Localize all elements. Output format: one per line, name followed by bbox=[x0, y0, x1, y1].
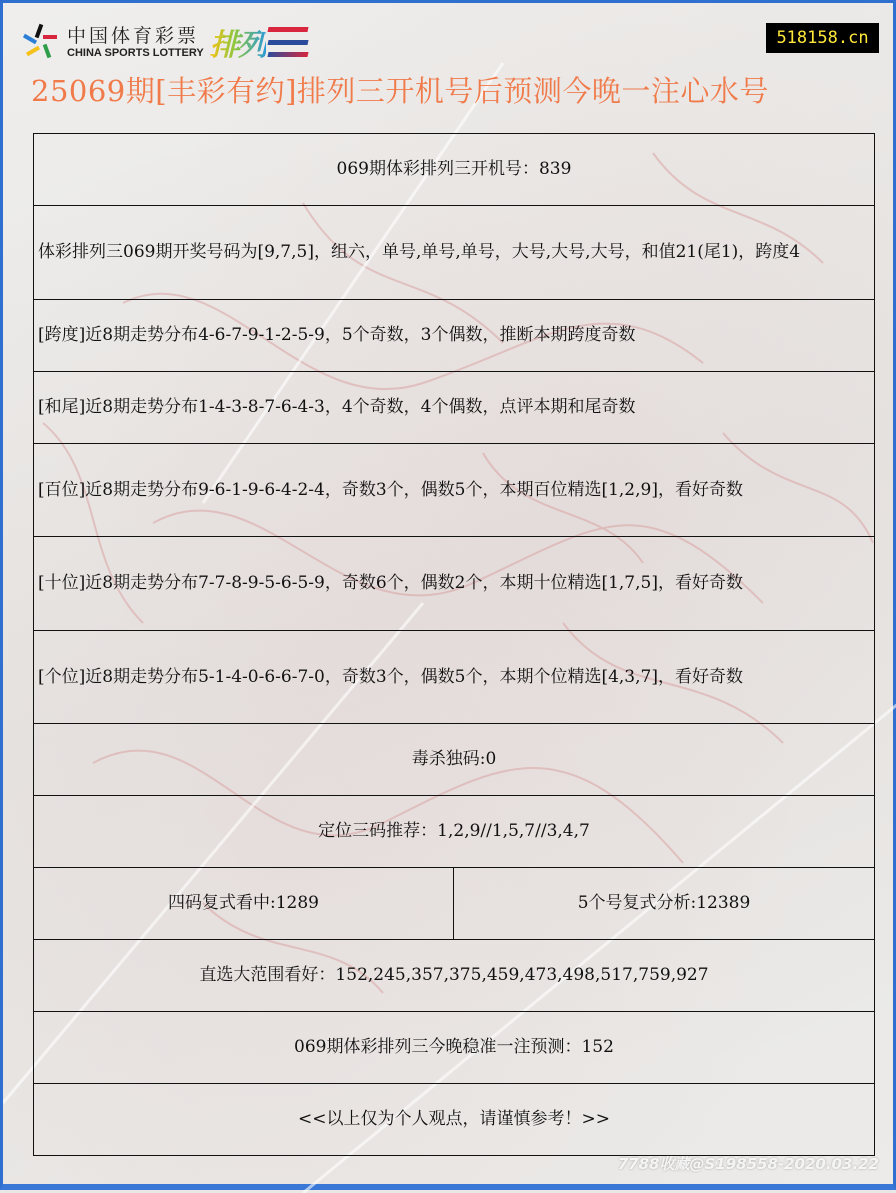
single-prediction-cell: 069期体彩排列三今晚稳准一注预测：152 bbox=[34, 1012, 875, 1084]
units-trend-cell: [个位]近8期走势分布5-1-4-0-6-6-7-0，奇数3个，偶数5个，本期个位精选[4,3,7]，看好奇数 bbox=[34, 631, 875, 724]
table-row bbox=[34, 372, 875, 444]
table-row bbox=[34, 796, 875, 868]
table-row bbox=[34, 134, 875, 206]
table-row bbox=[34, 940, 875, 1012]
page-title: 25069期[丰彩有约]排列三开机号后预测今晚一注心水号 bbox=[31, 74, 769, 108]
table-row bbox=[34, 724, 875, 796]
direct-picks-cell: 直选大范围看好：152,245,357,375,459,473,498,517,759,927 bbox=[34, 940, 875, 1012]
hundreds-trend-cell: [百位]近8期走势分布9-6-1-9-6-4-2-4，奇数3个，偶数5个，本期百位精选[1,2,9]，看好奇数 bbox=[34, 444, 875, 537]
tens-trend-cell: [十位]近8期走势分布7-7-8-9-5-6-5-9，奇数6个，偶数2个，本期十位精选[1,7,5]，看好奇数 bbox=[34, 537, 875, 631]
three-bars-icon bbox=[268, 27, 308, 57]
table-row bbox=[34, 868, 875, 940]
sum-tail-trend-cell: [和尾]近8期走势分布1-4-3-8-7-6-4-3，4个奇数，4个偶数，点评本期和尾奇数 bbox=[34, 372, 875, 444]
site-badge[interactable]: 518158.cn bbox=[766, 23, 879, 53]
logo-chinese-text: 中国体育彩票 bbox=[67, 24, 200, 47]
table-row bbox=[34, 631, 875, 724]
four-code-cell: 四码复式看中:1289 bbox=[34, 868, 454, 940]
table-row bbox=[34, 300, 875, 372]
draw-number-cell: 069期体彩排列三开机号：839 bbox=[34, 134, 875, 206]
logo-game-name: 排列 bbox=[210, 20, 266, 64]
china-sports-lottery-star-icon bbox=[21, 22, 61, 62]
table-row bbox=[34, 206, 875, 300]
table-row bbox=[34, 1084, 875, 1156]
china-sports-lottery-logo bbox=[21, 21, 308, 63]
kill-number-cell: 毒杀独码:0 bbox=[34, 724, 875, 796]
table-row bbox=[34, 537, 875, 631]
positional-picks-cell: 定位三码推荐：1,2,9//1,5,7//3,4,7 bbox=[34, 796, 875, 868]
draw-result-cell: 体彩排列三069期开奖号码为[9,7,5]，组六，单号,单号,单号，大号,大号,大号，和值21(尾1)，跨度4 bbox=[34, 206, 875, 300]
five-code-cell: 5个号复式分析:12389 bbox=[454, 868, 875, 940]
table-row bbox=[34, 444, 875, 537]
logo-english-text: CHINA SPORTS LOTTERY bbox=[67, 46, 204, 59]
span-trend-cell: [跨度]近8期走势分布4-6-7-9-1-2-5-9，5个奇数，3个偶数，推断本期跨度奇数 bbox=[34, 300, 875, 372]
watermark: 7788收藏@S198558-2020.03.22 bbox=[617, 1155, 879, 1173]
disclaimer-cell: <<以上仅为个人观点，请谨慎参考！>> bbox=[34, 1084, 875, 1156]
pailie-san-logo bbox=[210, 20, 308, 64]
table-row bbox=[34, 1012, 875, 1084]
prediction-table bbox=[33, 133, 875, 1156]
